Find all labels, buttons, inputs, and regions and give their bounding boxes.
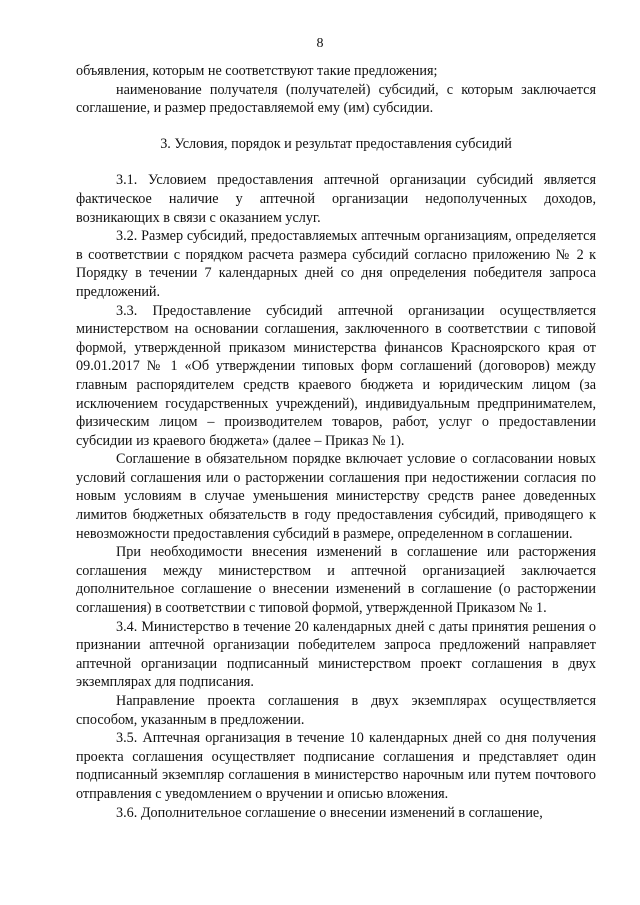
paragraph-3-1: 3.1. Условием предоставления аптечной организации субсидий является фактическое наличие у аптечной организации недополученных доходов, возникающих в связи с оказанием услуг. <box>76 172 596 226</box>
paragraph-draft-delivery: Направление проекта соглашения в двух экземплярах осуществляется способом, указанным в предложении. <box>76 693 596 728</box>
document-body <box>76 62 596 822</box>
section-heading: 3. Условия, порядок и результат предоставления субсидий <box>160 135 512 152</box>
paragraph-continuation: объявления, которым не соответствуют такие предложения; <box>76 63 438 79</box>
paragraph-recipient-name: наименование получателя (получателей) субсидий, с которым заключается соглашение, и размер предоставляемой ему (им) субсидии. <box>76 81 596 117</box>
paragraph-3-4: 3.4. Министерство в течение 20 календарных дней с даты принятия решения о признании аптечной организации победителем запроса предложений направляет аптечной организации подписанный министерством проект соглашения в двух экземплярах для подписания. <box>76 618 596 691</box>
paragraph-3-6: 3.6. Дополнительное соглашение о внесении изменений в соглашение, <box>116 804 543 821</box>
page-number: 8 <box>316 36 324 51</box>
paragraph-agreement-conditions: Соглашение в обязательном порядке включает условие о согласовании новых условий соглашения или о расторжении соглашения при недостижении согласия по новым условиям в случае уменьшения министерству средств ранее доведенных лимитов бюджетных обязательств в году предоставления субсидий, приводящего к невозможности предоставления субсидий в размере, определенном в соглашении. <box>76 451 596 542</box>
paragraph-3-3: 3.3. Предоставление субсидий аптечной организации осуществляется министерством на основании соглашения, заключенного в соответствии с типовой формой, утвержденной приказом министерства финансов Красноярского края от 09.01.2017 № 1 «Об утверждении типовых форм соглашений (договоров) между главным распорядителем средств краевого бюджета и юридическим лицом (за исключением государственных учреждений), индивидуальным предпринимателем, физическим лицом – производителем товаров, работ, услуг о предоставлении субсидии из краевого бюджета» (далее – Приказ № 1). <box>76 302 596 449</box>
paragraph-amendments: При необходимости внесения изменений в соглашение или расторжения соглашения между министерством и аптечной организацией заключается дополнительное соглашение о внесении изменений в соглашение (о расторжении соглашения) в соответствии с типовой формой, утвержденной Приказом № 1. <box>76 544 596 617</box>
paragraph-3-2: 3.2. Размер субсидий, предоставляемых аптечным организациям, определяется в соответствии с порядком расчета размера субсидий согласно приложению № 2 к Порядку в течении 7 календарных дней со дня определения победителя запроса предложений. <box>76 228 596 300</box>
paragraph-3-5: 3.5. Аптечная организация в течение 10 календарных дней со дня получения проекта соглашения осуществляет подписание соглашения и представляет один подписанный экземпляр соглашения в министерство нарочным или путем почтового отправления с уведомлением о вручении и описью вложения. <box>76 730 596 802</box>
